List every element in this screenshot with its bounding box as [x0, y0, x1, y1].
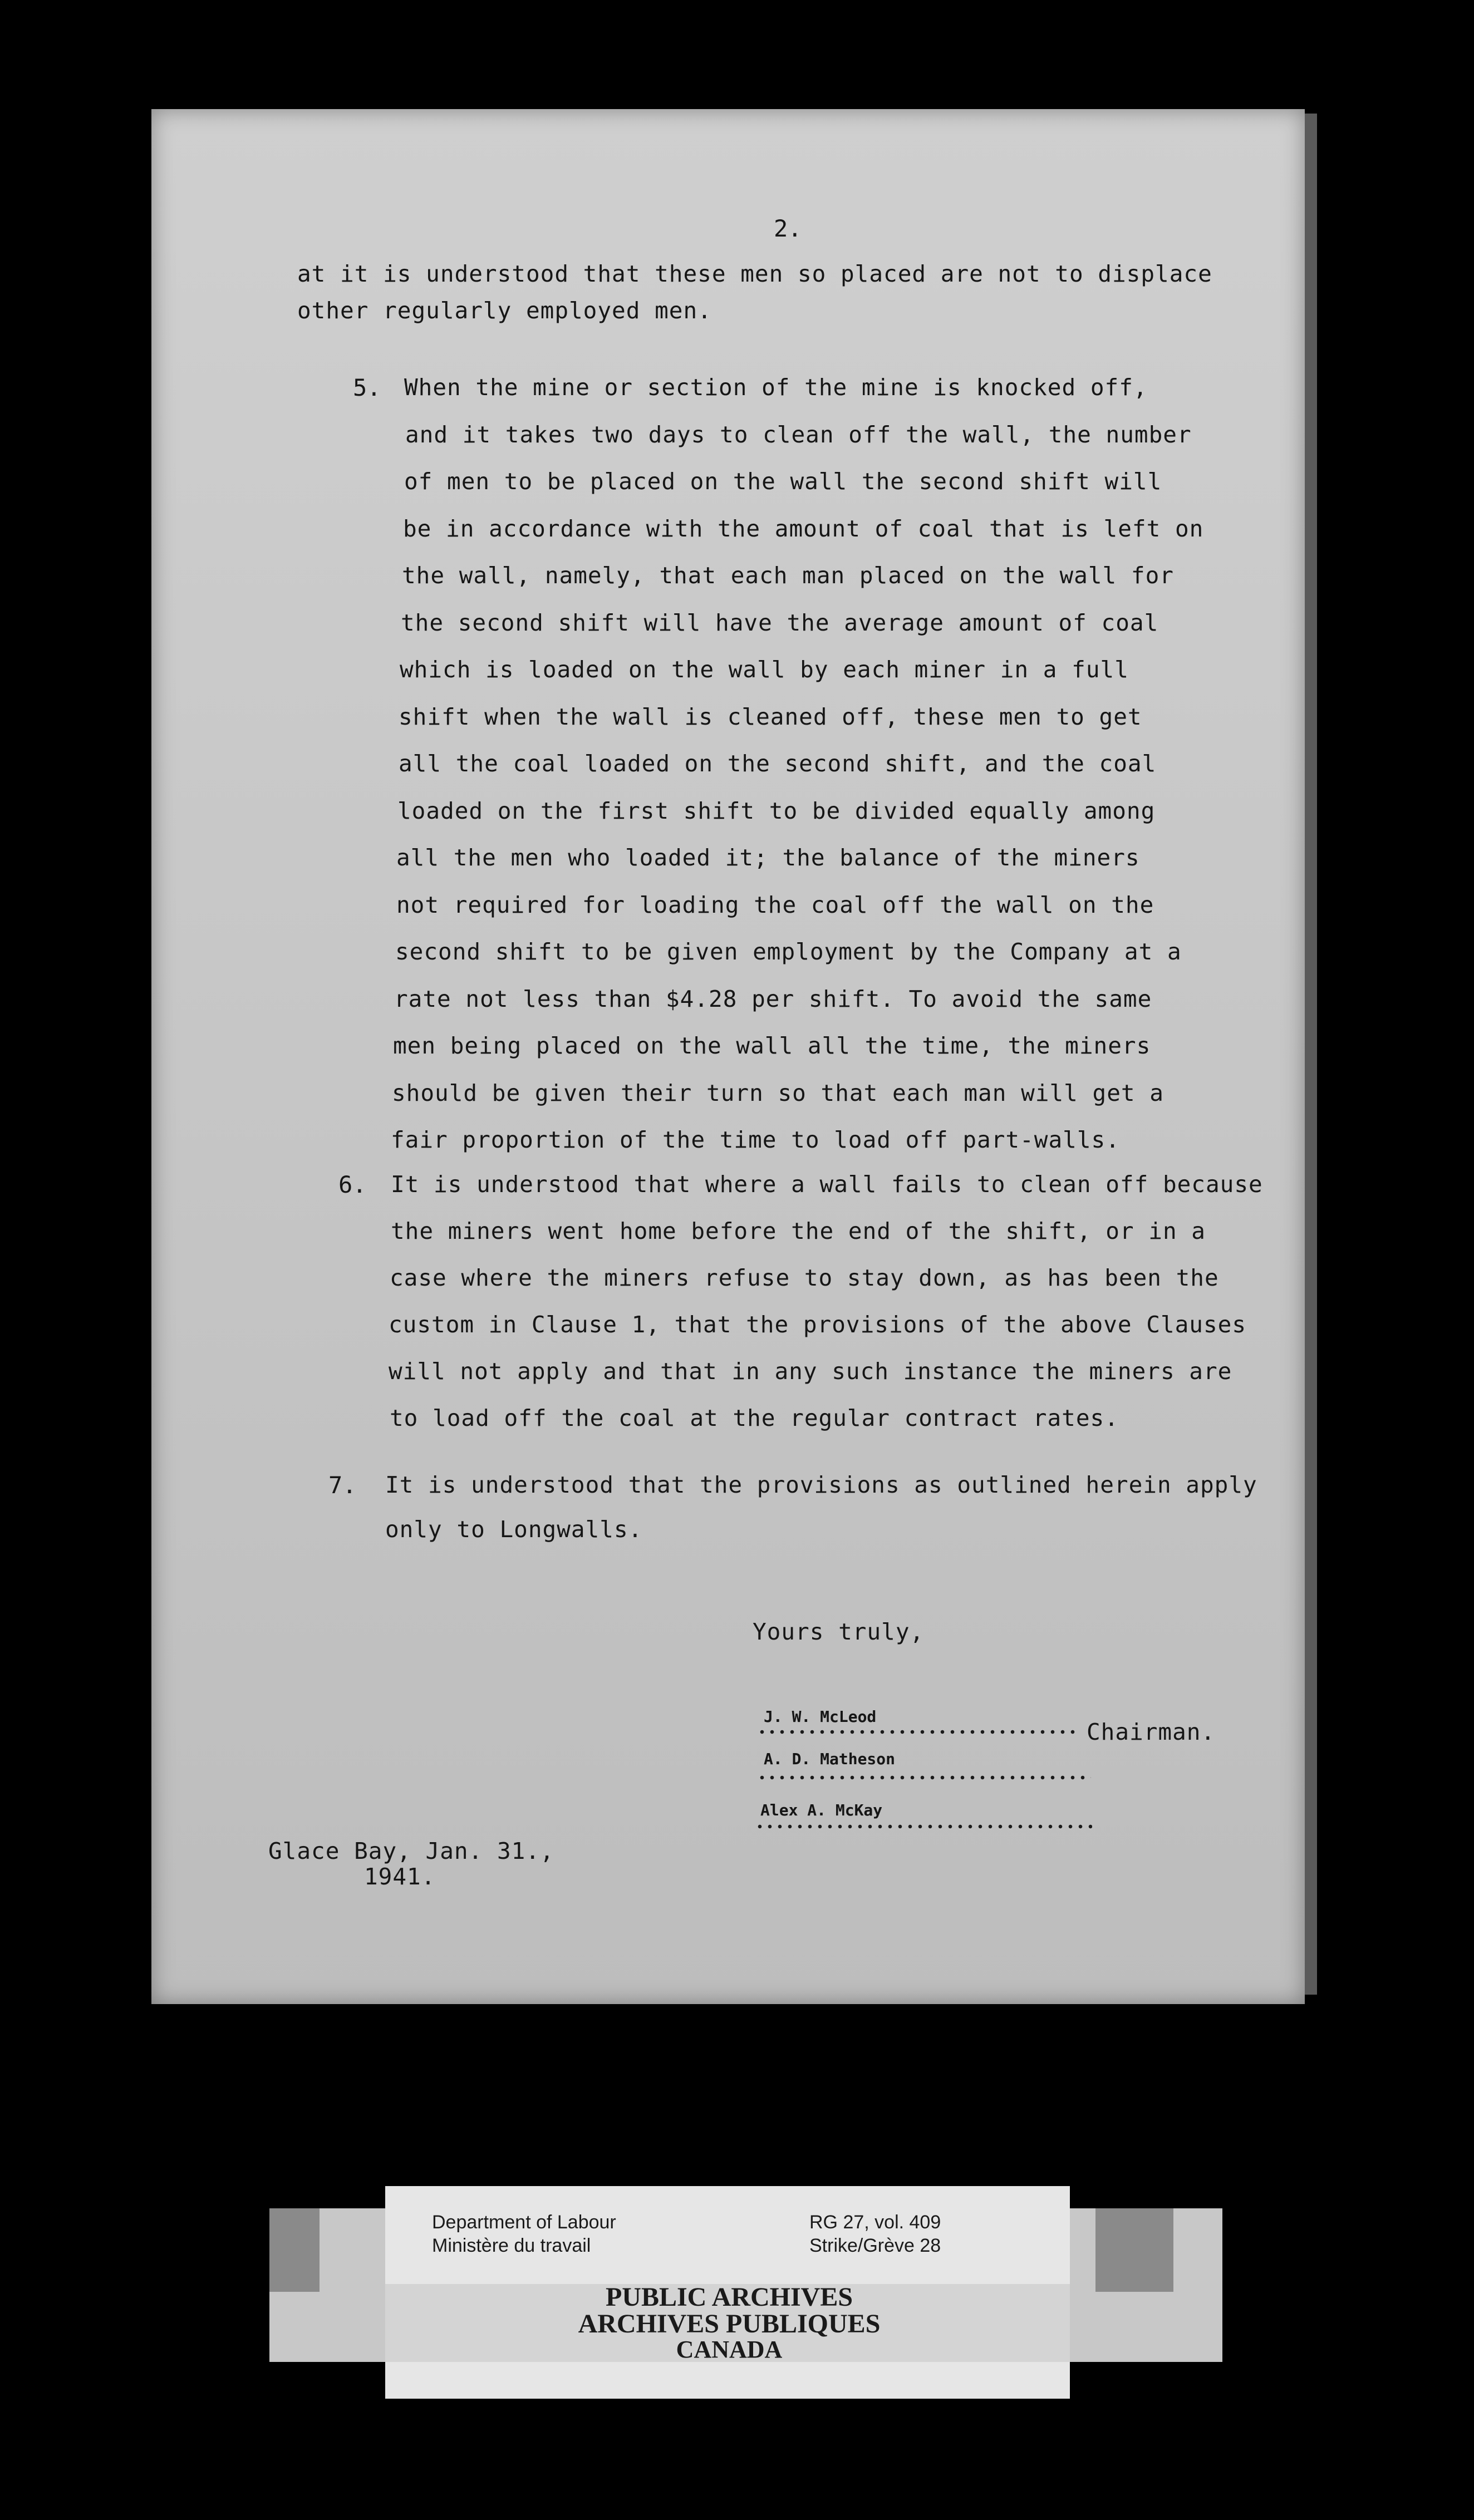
- text-line: which is loaded on the wall by each miner in a full: [400, 656, 1129, 683]
- clause-7-number: 7.: [328, 1471, 357, 1499]
- text-line: of men to be placed on the wall the second shift will: [404, 468, 1162, 495]
- label-dept-fr: Ministère du travail: [432, 2235, 591, 2256]
- label-archives-fr: ARCHIVES PUBLIQUES: [578, 2309, 881, 2339]
- text-line: all the coal loaded on the second shift, and the coal: [399, 750, 1157, 777]
- signature-1-title: Chairman.: [1087, 1719, 1216, 1745]
- signature-3-line: [755, 1824, 1092, 1829]
- label-strike: Strike/Grève 28: [809, 2235, 941, 2256]
- text-line: shift when the wall is cleaned off, these men to get: [399, 703, 1142, 730]
- text-line: fair proportion of the time to load off part-walls.: [391, 1126, 1120, 1153]
- signature-1-name: J. W. McLeod: [764, 1707, 877, 1726]
- closing: Yours truly,: [753, 1618, 925, 1645]
- signature-1-line: [757, 1730, 1080, 1734]
- text-line: the second shift will have the average amount of coal: [401, 609, 1159, 636]
- signature-3-name: Alex A. McKay: [760, 1801, 883, 1819]
- text-line: men being placed on the wall all the time, the miners: [393, 1032, 1151, 1059]
- document-page: [151, 109, 1305, 2004]
- text-line: the miners went home before the end of the shift, or in a: [391, 1218, 1206, 1244]
- text-line: custom in Clause 1, that the provisions of the above Clauses: [389, 1311, 1247, 1338]
- text-line: rate not less than $4.28 per shift. To avoid the same: [394, 985, 1152, 1012]
- text-line: the wall, namely, that each man placed on the wall for: [402, 562, 1174, 589]
- text-line: It is understood that where a wall fails to clean off because: [391, 1171, 1263, 1198]
- signature-2-name: A. D. Matheson: [764, 1750, 896, 1768]
- label-country: CANADA: [676, 2336, 783, 2363]
- label-ref: RG 27, vol. 409: [809, 2212, 941, 2233]
- label-dept-en: Department of Labour: [432, 2212, 616, 2233]
- text-line: at it is understood that these men so placed are not to displace: [297, 260, 1212, 287]
- text-line: loaded on the first shift to be divided equally among: [397, 797, 1156, 824]
- text-line: should be given their turn so that each man will get a: [392, 1079, 1164, 1106]
- text-line: not required for loading the coal off the wall on the: [396, 891, 1154, 918]
- page-number: 2.: [774, 215, 802, 242]
- text-line: and it takes two days to clean off the wall, the number: [405, 421, 1192, 448]
- clause-5-number: 5.: [353, 374, 381, 401]
- clause-6-number: 6.: [338, 1171, 367, 1198]
- text-line: case where the miners refuse to stay down, as has been the: [390, 1264, 1219, 1291]
- text-line: other regularly employed men.: [297, 297, 712, 324]
- text-line: only to Longwalls.: [385, 1516, 643, 1543]
- archive-label-tab-right: [1095, 2208, 1173, 2292]
- text-line: to load off the coal at the regular contract rates.: [390, 1405, 1119, 1431]
- text-line: all the men who loaded it; the balance of the miners: [396, 844, 1140, 871]
- archive-label-tab-left: [269, 2208, 320, 2292]
- text-line: It is understood that the provisions as outlined herein apply: [385, 1471, 1257, 1498]
- place-date-line-1: Glace Bay, Jan. 31.,: [268, 1838, 554, 1864]
- label-archives-en: PUBLIC ARCHIVES: [605, 2282, 853, 2312]
- text-line: second shift to be given employment by the Company at a: [395, 938, 1182, 965]
- signature-2-line: [757, 1775, 1091, 1780]
- text-line: will not apply and that in any such instance the miners are: [389, 1358, 1232, 1385]
- text-line: be in accordance with the amount of coal that is left on: [403, 515, 1204, 542]
- text-line: When the mine or section of the mine is knocked off,: [404, 374, 1148, 401]
- place-date-line-2: 1941.: [364, 1863, 436, 1890]
